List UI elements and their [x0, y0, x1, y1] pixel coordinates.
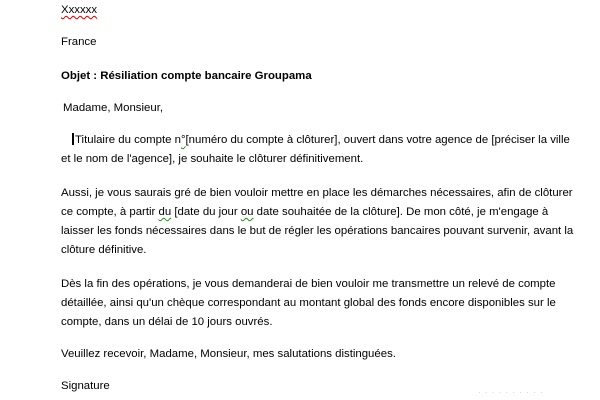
signature: Signature — [61, 380, 110, 392]
subject-line: Objet : Résiliation compte bancaire Groupama — [61, 70, 312, 82]
text-cursor — [72, 133, 74, 145]
paragraph3-line2: détaillée, ainsi qu'un chèque correspondant au montant global des fonds encore disponibles sur le — [61, 297, 556, 309]
salutation: Madame, Monsieur, — [63, 102, 164, 114]
p2-ou: ou — [240, 206, 254, 218]
paragraph2-line2 — [61, 205, 548, 219]
p1-text-a: Titulaire du compte n — [75, 134, 181, 146]
paragraph3-line1: Dès la fin des opérations, je vous demanderai de bien vouloir me transmettre un relevé de compte — [61, 278, 556, 290]
paragraph2-line3: laisser les fonds nécessaires dans le but de régler les opérations bancaires pouvant survenir, avant la — [61, 225, 574, 237]
p2-text-e: date souhaitée de la clôture]. De mon côté, je m'engage à — [253, 206, 549, 218]
paragraph2-line4: clôture définitive. — [61, 244, 147, 256]
sender-name-text: Xxxxxx — [61, 4, 98, 16]
p2-du: du — [158, 206, 172, 218]
p1-degree: ° — [180, 134, 186, 146]
paragraph2-line1: Aussi, je vous saurais gré de bien vouloir mettre en place les démarches nécessaires, afin de clôturer — [61, 187, 573, 199]
closing-line: Veuillez recevoir, Madame, Monsieur, mes salutations distinguées. — [61, 348, 396, 360]
p2-text-c: [date du jour — [171, 206, 241, 218]
paragraph1-line1 — [72, 133, 570, 147]
p2-text-a: ce compte, à partir — [61, 206, 159, 218]
paragraph1-line2: et le nom de l'agence], je souhaite le clôturer définitivement. — [61, 153, 364, 165]
p1-text-c: [numéro du compte à clôturer], ouvert dans votre agence de [préciser la ville — [185, 134, 570, 146]
paragraph3-line3: compte, dans un délai de 10 jours ouvrés. — [61, 316, 273, 328]
sender-country: France — [61, 36, 97, 48]
faint-watermark: · · · · · · · · · · — [478, 388, 544, 397]
sender-name — [61, 3, 97, 17]
